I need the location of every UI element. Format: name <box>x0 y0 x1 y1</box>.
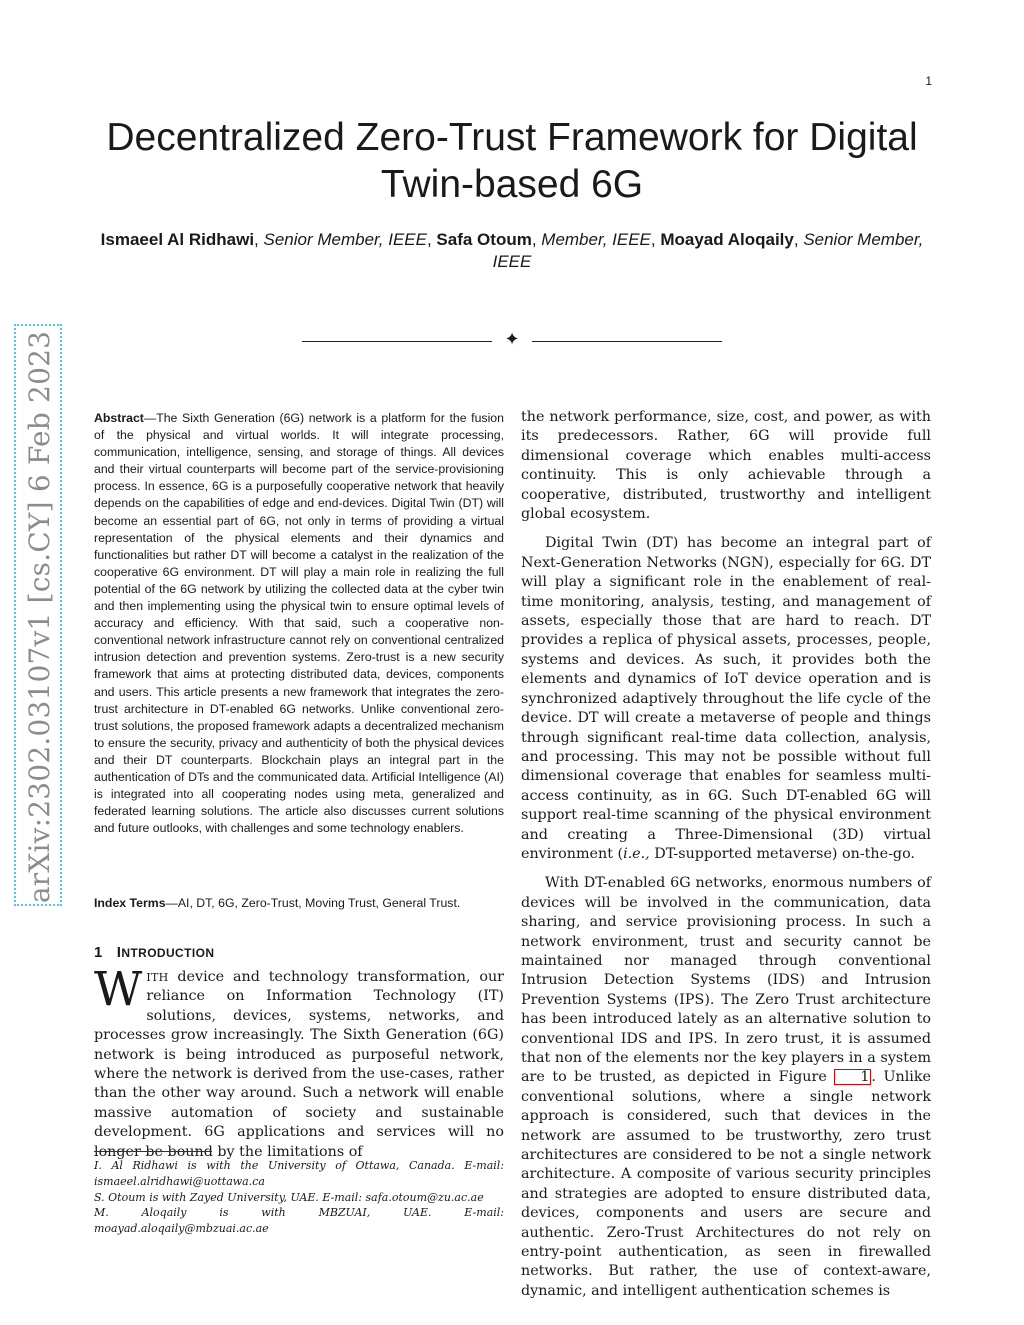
author-name: Safa Otoum <box>436 230 532 249</box>
footnote: M. Aloqaily is with MBZUAI, UAE. E-mail: moayad.aloqaily@mbzuai.ac.ae <box>94 1206 504 1236</box>
abstract <box>94 410 504 837</box>
section-number: 1 <box>94 944 103 961</box>
body-paragraph: Digital Twin (DT) has become an integral part of Next-Generation Networks (NGN), especially for 6G. DT will play a significant role in the enablement of real-time monitoring, analysis, testing, and management of assets, especially those that are hard to reach. DT provides a replica of physical assets, processes, people, systems and devices. As such, it provides both the elements and dynamics of IoT device operation and is synchronized adaptively throughout the life cycle of the device. DT will create a metaverse of people and things through significant real-time data collection, analysis, and processing. This may not be possible without full dimensional coverage that enables for seamless multi-access continuity, as in 6G. Such DT-enabled 6G will support real-time scanning of the physical environment and creating a Three-Dimensional (3D) virtual environment (i.e., DT-supported metaverse) on-the-go. <box>521 535 931 862</box>
ie-abbrev: i.e., <box>623 845 650 862</box>
footnote-rule <box>94 1151 212 1152</box>
author-name: Moayad Aloqaily <box>660 230 794 249</box>
body-paragraph: the network performance, size, cost, and power, as with its predecessors. Rather, 6G will provide full dimensional coverage which enables multi-access continuity. This is only achievable through a cooperative, distributed, trustworthy and intelligent global ecosystem. <box>521 409 931 523</box>
index-terms-label: Index Terms <box>94 896 166 910</box>
arxiv-stamp <box>14 324 62 906</box>
title-divider <box>300 329 724 352</box>
footnote: I. Al Ridhawi is with the University of Ottawa, Canada. E-mail: ismaeel.alridhawi@uottawa.ca <box>94 1159 504 1188</box>
author-list: Ismaeel Al Ridhawi, Senior Member, IEEE, Safa Otoum, Member, IEEE, Moayad Aloqaily, Senior Member, IEEE <box>100 230 924 271</box>
drop-cap: W <box>94 962 143 1017</box>
author-name: Ismaeel Al Ridhawi <box>100 230 255 249</box>
footnotes <box>94 1158 504 1237</box>
index-terms <box>94 895 504 912</box>
body-paragraph: With DT-enabled 6G networks, enormous numbers of devices will be involved in the communication, data sharing, and service provisioning process. In such a network environment, trust and security cannot be maintained nor managed through conventional Intrusion Detection Systems (IDS) and Intrusion Prevention Systems (IPS). The Zero Trust architecture has been introduced lately as an alternative solution to conventional IDS and IPS. In zero trust, it is assumed that non of the elements nor the key players in a system are to be trusted, as depicted in Figure 1 . Unlike conventional solutions, where a single network approach is considered, such that devices in the network are assumed to be trustworthy, zero trust architectures are considered to be not a single network architecture. A composite of various security principles and strategies are adopted to ensure distributed data, devices, components and users are secure and authentic. Zero-Trust Architectures do not rely on entry-point authentication, as seen in firewalled networks. But rather, the use of context-aware, dynamic, and intelligent authentication schemes is <box>521 875 931 1299</box>
diamond-star-icon: ✦ <box>504 329 520 350</box>
intro-smallcaps: ITH <box>146 971 169 984</box>
page-number: 1 <box>925 74 932 88</box>
section-title-initial: I <box>116 944 122 961</box>
divider-line-right <box>532 341 722 342</box>
author-role: Member, IEEE <box>541 230 651 249</box>
section-title-rest: NTRODUCTION <box>121 946 215 960</box>
abstract-label: Abstract <box>94 411 144 425</box>
footnote: S. Otoum is with Zayed University, UAE. E-mail: safa.otoum@zu.ac.ae <box>94 1190 484 1204</box>
author-role: Senior Member, IEEE <box>263 230 427 249</box>
figure-reference-link[interactable]: 1 <box>834 1069 871 1085</box>
divider-line-left <box>302 341 492 342</box>
paper-title: Decentralized Zero-Trust Framework for Digital Twin-based 6G <box>106 116 918 206</box>
section-heading <box>94 944 504 961</box>
index-terms-text: —AI, DT, 6G, Zero-Trust, Moving Trust, General Trust. <box>165 896 461 910</box>
intro-text: device and technology transformation, our reliance on Information Technology (IT) solutions, devices, systems, networks, and processes grow increasingly. The Sixth Generation (6G) network is being introduced as purposeful network, where the network is derived from the use-cases, rather than the other way around. Such a network will enable massive automation of society and sustainable development. 6G applications and services will no longer be bound by the limitations of <box>94 969 504 1160</box>
author-role: Senior Member, IEEE <box>492 230 924 271</box>
arxiv-stamp-text: arXiv:2302.03107v1 [cs.CY] 6 Feb 2023 <box>23 330 56 904</box>
intro-paragraph <box>94 962 504 1162</box>
abstract-text: —The Sixth Generation (6G) network is a platform for the fusion of the physical and virtual worlds. It will integrate processing, communication, intelligence, sensing, and storage of things. All devices and their virtual counterparts will become part of the service-provisioning process. In essence, 6G is a purposefully cooperative network that heavily depends on the capabilities of edge and end-devices. Digital Twin (DT) will become an essential part of 6G, not only in terms of providing a virtual representation of the physical elements and their dynamics and functionalities but rather DT will become a catalyst in the realization of the cooperative 6G environment. DT will play a main role in realizing the full potential of the 6G network by utilizing the collected data at the cyber twin and then implementing using the physical twin to ensure optimal levels of accuracy and efficiency. With that said, such a cooperative non-conventional network infrastructure cannot rely on conventional centralized intrusion detection and prevention systems. Zero-trust is a new security framework that aims at protecting distributed data, devices, components and users. This article presents a new framework that integrates the zero-trust architecture in DT-enabled 6G networks. Unlike conventional zero-trust solutions, the proposed framework adapts a decentralized mechanism to ensure the security, privacy and authenticity of both the physical devices and their DT counterparts. Blockchain plays an integral part in the authentication of DTs and the communicated data. Artificial Intelligence (AI) is integrated into all cooperating nodes using meta, generalized and federated learning solutions. The article also discusses current solutions and future outlooks, with challenges and some technology enablers. <box>94 411 504 836</box>
right-column-text <box>521 408 931 1311</box>
